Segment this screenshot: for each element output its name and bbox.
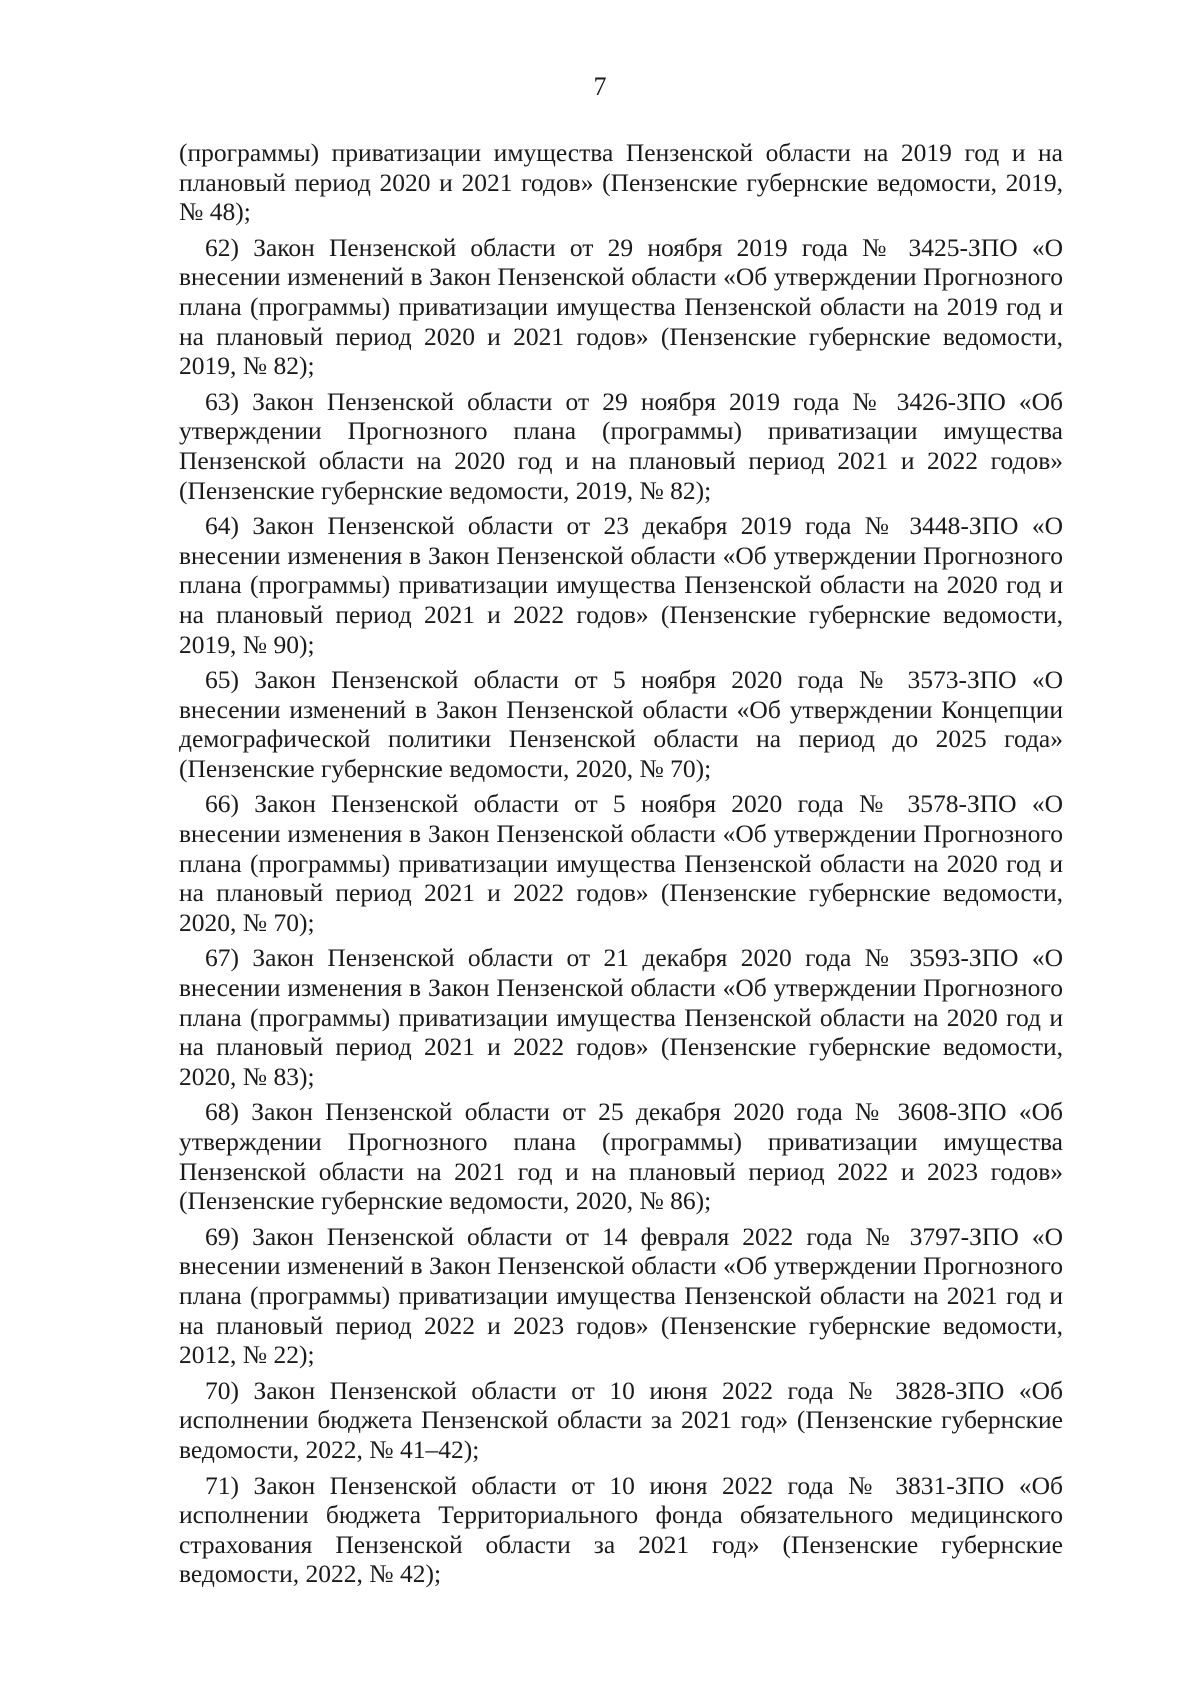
list-item-number: 68) [205, 1097, 239, 1127]
list-item-continuation [179, 138, 1063, 227]
list-item-number: 64) [205, 511, 239, 541]
list-item-text: Закон Пензенской области от 25 декабря 2020 года № 3608-ЗПО «Об утверждении Прогнозного плана (программы) приватизации имущества Пензенской области на 2021 год и на плановый период 2022 и 2023 годов» (Пензенские губернские ведомости, 2020, № 86); [179, 1097, 1064, 1216]
list-item-text: Закон Пензенской области от 29 ноября 2019 года № 3425-ЗПО «О внесении изменений в Закон Пензенской области «Об утверждении Прогнозного плана (программы) приватизации имущества Пензенской области на 2019 год и на плановый период 2020 и 2021 годов» (Пензенские губернские ведомости, 2019, № 82); [179, 232, 1063, 381]
list-item-number: 63) [205, 386, 239, 416]
list-item-text: Закон Пензенской области от 10 июня 2022 года № 3828-ЗПО «Об исполнении бюджета Пензенской области за 2021 год» (Пензенские губернские ведомости, 2022, № 41–42); [179, 1375, 1063, 1464]
list-item-66 [179, 789, 1063, 937]
list-item-69 [179, 1222, 1063, 1370]
list-item-70 [179, 1376, 1063, 1465]
list-item-63 [179, 387, 1063, 505]
list-item-number: 66) [205, 789, 239, 819]
list-item-text: Закон Пензенской области от 5 ноября 2020 года № 3573-ЗПО «О внесении изменений в Закон Пензенской области «Об утверждении Концепции демографической политики Пензенской области на период до 2025 года» (Пензенские губернские ведомости, 2020, № 70); [179, 665, 1063, 783]
list-item-62 [179, 233, 1063, 381]
list-item-71 [179, 1471, 1063, 1589]
list-item-text: Закон Пензенской области от 21 декабря 2020 года № 3593-ЗПО «О внесении изменения в Закон Пензенской области «Об утверждении Прогнозного плана (программы) приватизации имущества Пензенской области на 2020 год и на плановый период 2021 и 2022 годов» (Пензенские губернские ведомости, 2020, № 83); [179, 943, 1063, 1091]
document-body [179, 138, 1063, 1595]
list-item-64 [179, 511, 1063, 659]
list-item-text: Закон Пензенской области от 23 декабря 2019 года № 3448-ЗПО «О внесении изменения в Закон Пензенской области «Об утверждении Прогнозного плана (программы) приватизации имущества Пензенской области на 2020 год и на плановый период 2021 и 2022 годов» (Пензенские губернские ведомости, 2019, № 90); [179, 511, 1063, 659]
list-item-68 [179, 1097, 1063, 1215]
list-item-text: Закон Пензенской области от 29 ноября 2019 года № 3426-ЗПО «Об утверждении Прогнозного плана (программы) приватизации имущества Пензенской области на 2020 год и на плановый период 2021 и 2022 годов» (Пензенские губернские ведомости, 2019, № 82); [179, 386, 1063, 505]
list-item-number: 67) [205, 943, 239, 973]
list-item-text: Закон Пензенской области от 5 ноября 2020 года № 3578-ЗПО «О внесении изменения в Закон Пензенской области «Об утверждении Прогнозного плана (программы) приватизации имущества Пензенской области на 2020 год и на плановый период 2021 и 2022 годов» (Пензенские губернские ведомости, 2020, № 70); [179, 789, 1063, 937]
list-item-number: 70) [205, 1375, 239, 1405]
list-item-number: 65) [205, 665, 239, 695]
list-item-text: Закон Пензенской области от 14 февраля 2022 года № 3797-ЗПО «О внесении изменений в Закон Пензенской области «Об утверждении Прогнозного плана (программы) приватизации имущества Пензенской области на 2021 год и на плановый период 2022 и 2023 годов» (Пензенские губернские ведомости, 2012, № 22); [179, 1221, 1063, 1370]
list-item-number: 71) [205, 1470, 239, 1500]
list-item-65 [179, 665, 1063, 783]
page-number: 7 [593, 72, 607, 101]
list-item-67 [179, 943, 1063, 1091]
list-item-text: Закон Пензенской области от 10 июня 2022 года № 3831-ЗПО «Об исполнении бюджета Территориального фонда обязательного медицинского страхования Пензенской области за 2021 год» (Пензенские губернские ведомости, 2022, № 42); [179, 1470, 1063, 1589]
list-item-number: 62) [205, 232, 239, 262]
list-item-text: (программы) приватизации имущества Пензенской области на 2019 год и на плановый период 2020 и 2021 годов» (Пензенские губернские ведомости, 2019, № 48); [179, 138, 1063, 227]
list-item-number: 69) [205, 1221, 239, 1251]
